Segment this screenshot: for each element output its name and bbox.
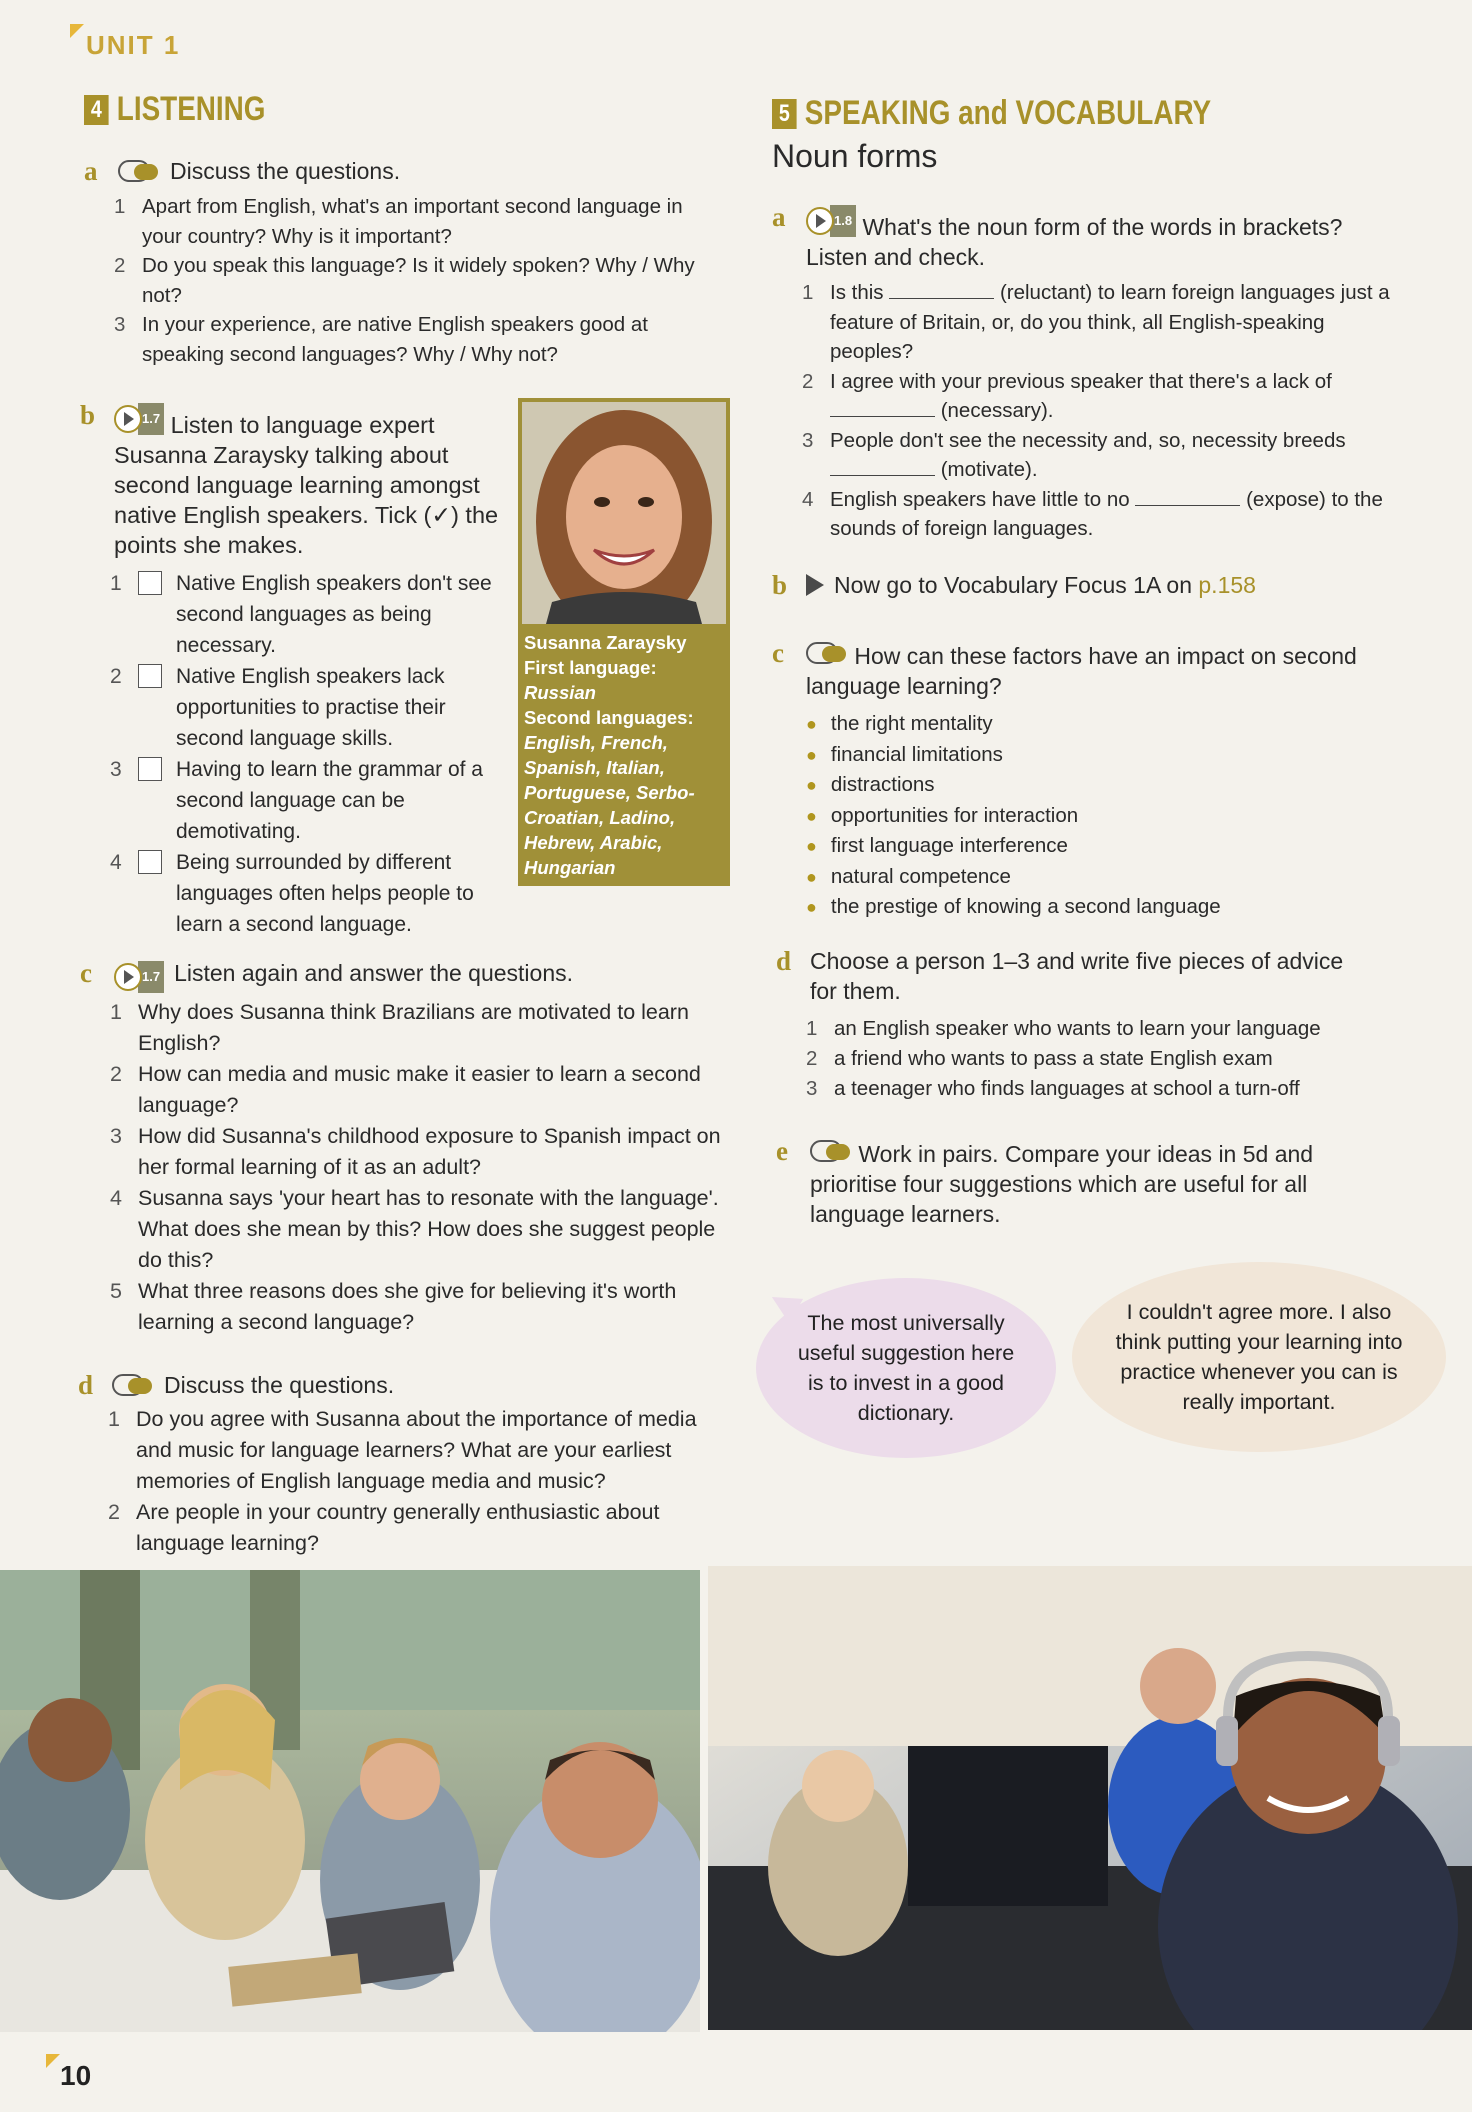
list-item: 2 a friend who wants to pass a state English exam xyxy=(806,1047,1273,1070)
audio-play-icon[interactable] xyxy=(114,961,164,993)
task-prompt: Now go to Vocabulary Focus 1A on xyxy=(834,572,1192,598)
list-item: 1 Do you agree with Susanna about the importance of media and music for language learners? What are your earliest memories of English language media and music? xyxy=(108,1407,697,1493)
speech-bubbles-icon xyxy=(118,160,160,182)
profile-caption xyxy=(524,630,726,880)
list-item: ● natural competence xyxy=(806,864,1011,888)
speech-bubbles-icon xyxy=(112,1374,154,1396)
task-5a xyxy=(772,202,1412,544)
list-item: 2 How can media and music make it easier to learn a second language? xyxy=(110,1062,701,1117)
first-language-value: Russian xyxy=(524,682,596,703)
list-item: 1 Native English speakers don't see second languages as being necessary. xyxy=(110,572,492,657)
task-4b xyxy=(80,400,508,940)
speech-bubbles-icon xyxy=(810,1140,852,1162)
list-item: 4 English speakers have little to no (expose) to the sounds of foreign languages. xyxy=(802,487,1383,540)
person-list xyxy=(806,1014,1416,1104)
list-item: ● distractions xyxy=(806,773,935,796)
students-photo xyxy=(0,1570,700,2032)
list-item: 2 Native English speakers lack opportunities to practise their second language skills. xyxy=(110,665,446,750)
section-title: SPEAKING and VOCABULARY xyxy=(804,94,1212,132)
speech-bubbles-icon xyxy=(806,642,848,664)
students-illustration xyxy=(0,1570,700,2032)
task-prompt: What's the noun form of the words in brackets? Listen and check. xyxy=(806,214,1343,270)
list-item: ● opportunities for interaction xyxy=(806,803,1079,827)
task-letter: b xyxy=(772,570,788,600)
speech-bubble-left: The most universally useful suggestion here is to invest in a good dictionary. xyxy=(756,1278,1056,1458)
list-item: 5 What three reasons does she give for believing it's worth learning a second language? xyxy=(110,1279,677,1334)
task-5e xyxy=(776,1136,1416,1229)
list-item: ● the right mentality xyxy=(806,712,993,735)
task-4d xyxy=(78,1370,738,1559)
section-number: 4 xyxy=(84,95,109,125)
arrow-icon xyxy=(806,574,824,596)
portrait-illustration xyxy=(522,402,726,624)
task-letter: d xyxy=(776,946,792,976)
list-item: 1 an English speaker who wants to learn your language xyxy=(806,1017,1321,1040)
list-item: 3 a teenager who finds languages at school a turn-off xyxy=(806,1077,1300,1100)
task-prompt: How can these factors have an impact on second language learning? xyxy=(806,643,1357,699)
list-item: ● the prestige of knowing a second language xyxy=(806,895,1221,918)
list-item: ● first language interference xyxy=(806,834,1068,857)
first-language-label: First language: xyxy=(524,657,657,678)
computer-lab-illustration xyxy=(708,1566,1472,2030)
tick-box[interactable] xyxy=(138,571,162,595)
computer-lab-photo xyxy=(708,1566,1472,2030)
question-list xyxy=(110,997,730,1338)
list-item: 1 Why does Susanna think Brazilians are motivated to learn English? xyxy=(110,1000,689,1055)
task-prompt: Choose a person 1–3 and write five pieces of advice for them. xyxy=(810,948,1344,1004)
task-prompt: Listen again and answer the questions. xyxy=(174,960,574,986)
list-item: 1 Is this (reluctant) to learn foreign languages just a feature of Britain, or, do you think, all English-speaking peoples? xyxy=(802,281,1390,363)
audio-play-icon[interactable] xyxy=(114,403,164,435)
list-item: 2 I agree with your previous speaker that there's a lack of (necessary). xyxy=(802,369,1332,422)
task-prompt: Listen to language expert Susanna Zaraysky talking about second language learning amongst native English speakers. Tick (✓) the points she makes. xyxy=(114,412,499,558)
answer-blank[interactable] xyxy=(830,398,935,417)
answer-blank[interactable] xyxy=(830,457,935,476)
list-item: 2 Are people in your country generally enthusiastic about language learning? xyxy=(108,1500,660,1555)
list-item: 4 Susanna says 'your heart has to resonate with the language'. What does she mean by this? How does she suggest people do this? xyxy=(110,1186,719,1272)
page-number: 10 xyxy=(60,2060,92,2091)
section-title: LISTENING xyxy=(116,90,266,128)
tick-box[interactable] xyxy=(138,757,162,781)
page-link[interactable]: p.158 xyxy=(1198,572,1256,598)
list-item: 3 How did Susanna's childhood exposure to Spanish impact on her formal learning of it as an adult? xyxy=(110,1124,721,1179)
corner-mark xyxy=(46,2054,60,2068)
list-item: ● financial limitations xyxy=(806,742,1003,766)
checkbox-list xyxy=(110,568,508,940)
speaking-heading xyxy=(772,94,1308,133)
list-item: 4 Being surrounded by different languages often helps people to learn a second language. xyxy=(110,851,474,936)
task-prompt: Discuss the questions. xyxy=(164,1372,395,1398)
list-item: 3 People don't see the necessity and, so, necessity breeds (motivate). xyxy=(802,428,1346,481)
tick-box[interactable] xyxy=(138,850,162,874)
task-5c xyxy=(772,638,1412,923)
second-languages-value: English, French, Spanish, Italian, Portuguese, Serbo-Croatian, Ladino, Hebrew, Arabic, Hungarian xyxy=(524,732,695,878)
listening-heading xyxy=(84,90,305,129)
task-letter: c xyxy=(772,638,784,668)
answer-blank[interactable] xyxy=(1135,487,1240,506)
answer-blank[interactable] xyxy=(889,280,994,299)
profile-name: Susanna Zaraysky xyxy=(524,632,687,653)
list-item: 2 Do you speak this language? Is it widely spoken? Why / Why not? xyxy=(114,254,695,307)
audio-play-icon[interactable] xyxy=(806,205,856,237)
question-list xyxy=(108,1404,738,1559)
list-item: 1 Apart from English, what's an important second language in your country? Why is it important? xyxy=(114,195,683,248)
task-4a xyxy=(84,156,724,369)
factor-list xyxy=(806,709,1412,923)
task-letter: a xyxy=(84,156,98,186)
task-letter: c xyxy=(80,958,92,988)
tick-box[interactable] xyxy=(138,664,162,688)
speech-bubble-right: I couldn't agree more. I also think putting your learning into practice whenever you can is really important. xyxy=(1072,1262,1446,1452)
task-letter: d xyxy=(78,1370,94,1400)
corner-mark xyxy=(70,24,84,38)
track-number: 1.7 xyxy=(138,403,164,435)
task-prompt: Discuss the questions. xyxy=(170,158,401,184)
section-subtitle: Noun forms xyxy=(772,138,938,174)
task-4c xyxy=(80,958,730,1338)
profile-card xyxy=(518,398,730,886)
section-number: 5 xyxy=(772,99,797,129)
question-list xyxy=(114,192,714,369)
list-item: 3 In your experience, are native English speakers good at speaking second languages? Why / Why not? xyxy=(114,313,648,366)
task-5d xyxy=(776,946,1416,1104)
list-item: 3 Having to learn the grammar of a second language can be demotivating. xyxy=(110,758,483,843)
task-letter: e xyxy=(776,1136,788,1166)
track-number: 1.7 xyxy=(138,961,164,993)
unit-label: UNIT 1 xyxy=(86,30,181,60)
task-prompt: Work in pairs. Compare your ideas in 5d and prioritise four suggestions which are useful for all language learners. xyxy=(810,1141,1314,1227)
task-letter: b xyxy=(80,400,96,430)
task-5b xyxy=(772,570,1412,600)
gapfill-list xyxy=(802,278,1402,544)
portrait-photo xyxy=(522,402,726,624)
track-number: 1.8 xyxy=(830,205,856,237)
second-languages-label: Second languages: xyxy=(524,707,694,728)
task-letter: a xyxy=(772,202,786,232)
